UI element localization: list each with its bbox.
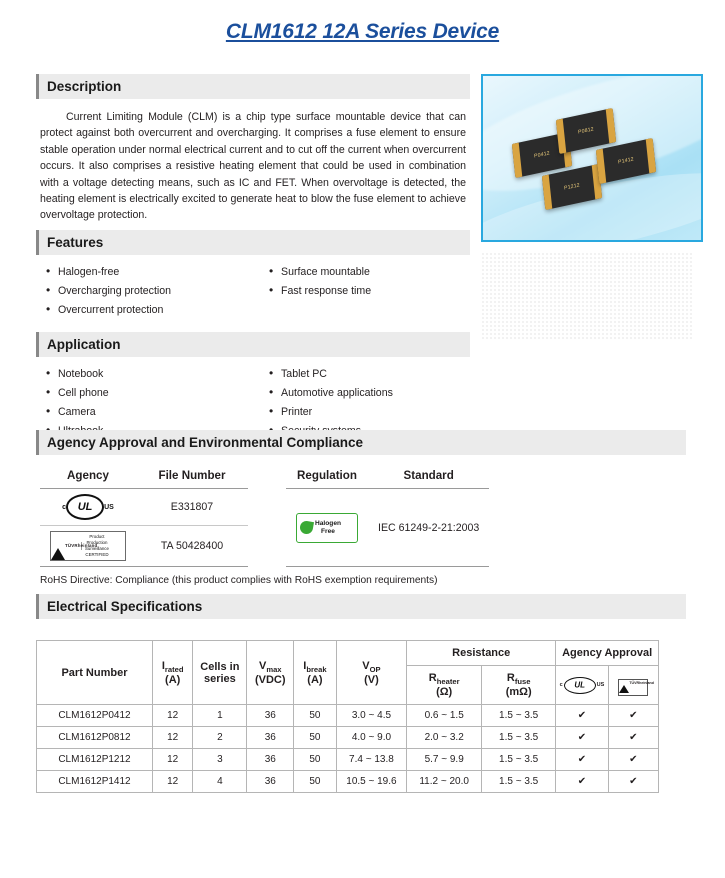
cell-part-number: CLM1612P0412 xyxy=(37,705,153,727)
column-header-rfuse xyxy=(482,666,556,705)
tuv-mark-icon xyxy=(51,542,98,550)
tuv-logo-cell xyxy=(40,526,136,567)
chip-label: P1412 xyxy=(617,156,635,166)
table-row xyxy=(37,705,659,727)
table-row xyxy=(286,489,489,567)
halogen-free-icon xyxy=(296,513,358,543)
list-item: • Surface mountable xyxy=(259,263,470,282)
cell-cells: 4 xyxy=(193,771,247,793)
cell-rfuse: 1.5 ~ 3.5 xyxy=(482,705,556,727)
halogen-free-logo-cell xyxy=(286,489,368,567)
cell-part-number: CLM1612P1412 xyxy=(37,771,153,793)
ul-logo-cell xyxy=(40,489,136,526)
column-header-regulation: Regulation xyxy=(286,465,368,489)
rfuse-symbol: R xyxy=(506,672,515,684)
tuv-line-3: Surveillance xyxy=(85,546,109,551)
chip-label: P0412 xyxy=(533,150,551,160)
ul-file-number: E331807 xyxy=(136,489,248,526)
environmental-compliance-table xyxy=(286,465,489,567)
cell-ul-approval: ✔ xyxy=(556,749,608,771)
ul-c-label: c xyxy=(62,503,67,511)
cell-rfuse: 1.5 ~ 3.5 xyxy=(482,771,556,793)
vop-symbol: V xyxy=(362,659,370,672)
table-row xyxy=(37,727,659,749)
table-row xyxy=(37,771,659,793)
page-title: CLM1612 12A Series Device xyxy=(225,20,500,43)
halogen-free-text xyxy=(315,520,341,536)
cell-rheater: 2.0 ~ 3.2 xyxy=(407,727,482,749)
ibreak-symbol: I xyxy=(303,659,307,672)
tuv-icon xyxy=(50,531,126,561)
left-column xyxy=(36,74,470,443)
chip-label: P0812 xyxy=(577,126,595,136)
ul-us-label: US xyxy=(596,682,605,689)
cell-vop: 7.4 ~ 13.8 xyxy=(336,749,407,771)
halogen-label-line2: Free xyxy=(321,527,335,535)
cell-vmax: 36 xyxy=(247,771,294,793)
column-header-irated xyxy=(152,641,192,705)
cell-ibreak: 50 xyxy=(294,771,336,793)
vmax-subscript: max xyxy=(266,664,282,674)
list-item: • Fast response time xyxy=(259,282,470,301)
tuv-icon xyxy=(618,679,654,696)
column-header-agency: Agency xyxy=(40,465,136,489)
column-header-tuv xyxy=(608,666,658,705)
rfuse-unit: (mΩ) xyxy=(505,686,532,699)
cell-part-number: CLM1612P1212 xyxy=(37,749,153,771)
list-item: • Overcurrent protection xyxy=(36,301,253,320)
right-column xyxy=(481,74,703,242)
cell-rheater: 11.2 ~ 20.0 xyxy=(407,771,482,793)
cell-cells: 1 xyxy=(193,705,247,727)
tuv-text-block xyxy=(82,533,112,559)
cell-vmax: 36 xyxy=(247,749,294,771)
cell-tuv-approval: ✔ xyxy=(608,727,658,749)
decorative-dot-pattern xyxy=(481,252,693,340)
electrical-section-header-wrap xyxy=(36,594,686,619)
product-photo xyxy=(481,74,703,242)
vmax-unit: (VDC) xyxy=(254,673,286,686)
rohs-note: RoHS Directive: Compliance (this product complies with RoHS exemption requirements) xyxy=(40,575,438,586)
list-item: • Notebook xyxy=(36,365,253,384)
ul-icon xyxy=(560,677,605,694)
cell-rfuse: 1.5 ~ 3.5 xyxy=(482,749,556,771)
cell-vop: 10.5 ~ 19.6 xyxy=(336,771,407,793)
cell-tuv-approval: ✔ xyxy=(608,771,658,793)
list-item: • Automotive applications xyxy=(259,384,470,403)
vop-subscript: OP xyxy=(369,664,381,674)
tuv-line-2: Production xyxy=(86,540,108,545)
table-row xyxy=(40,489,248,526)
rfuse-subscript: fuse xyxy=(514,677,531,687)
cell-ul-approval: ✔ xyxy=(556,771,608,793)
ul-mark-icon xyxy=(66,494,104,520)
ibreak-subscript: break xyxy=(306,664,327,674)
features-right-column xyxy=(253,263,470,320)
cell-vmax: 36 xyxy=(247,705,294,727)
cell-ul-approval: ✔ xyxy=(556,727,608,749)
cell-ibreak: 50 xyxy=(294,727,336,749)
standard-value: IEC 61249-2-21:2003 xyxy=(368,489,489,567)
list-item: • Tablet PC xyxy=(259,365,470,384)
cell-vmax: 36 xyxy=(247,727,294,749)
tuv-line-4: CERTIFIED xyxy=(85,552,109,557)
description-text: Current Limiting Module (CLM) is a chip type surface mountable device that can protect against both overcurrent and overcharging. It comprises a fuse element to ensure stable operation under normal electrical current and to cut off the current when overcurrent occurs. It also comprises a resistive heating element that could be used in combination with a voltage detecting means, such as IC and FET. When overvoltage is detected, the heating element is electrically excited to generate heat to blow the fuse element to achieve overvoltage protection. xyxy=(40,111,466,222)
irated-symbol: I xyxy=(161,659,165,672)
features-left-column xyxy=(36,263,253,320)
agency-section xyxy=(36,430,686,586)
chip-label: P1212 xyxy=(563,182,581,192)
agency-approval-table xyxy=(40,465,248,567)
ul-c-label: c xyxy=(559,682,563,689)
spec-table-body xyxy=(37,705,659,793)
column-header-standard: Standard xyxy=(368,465,489,489)
cell-ibreak: 50 xyxy=(294,749,336,771)
triangle-icon xyxy=(51,543,65,560)
column-header-agency-approval: Agency Approval xyxy=(556,641,659,666)
halogen-label-line1: Halogen xyxy=(315,519,342,527)
cell-vop: 3.0 ~ 4.5 xyxy=(336,705,407,727)
cell-tuv-approval: ✔ xyxy=(608,749,658,771)
cell-ul-approval: ✔ xyxy=(556,705,608,727)
tuv-brand-label: TÜVRheinland xyxy=(629,680,654,685)
irated-unit: (A) xyxy=(165,673,181,686)
section-header-application: Application xyxy=(36,332,470,357)
features-list xyxy=(36,255,470,322)
ibreak-unit: (A) xyxy=(307,673,323,686)
cell-rfuse: 1.5 ~ 3.5 xyxy=(482,727,556,749)
ul-icon xyxy=(57,494,119,520)
cell-rheater: 0.6 ~ 1.5 xyxy=(407,705,482,727)
cell-irated: 12 xyxy=(152,727,192,749)
column-header-cells-in-series: Cells in series xyxy=(193,641,247,705)
rheater-unit: (Ω) xyxy=(436,686,453,699)
column-header-part-number: Part Number xyxy=(37,641,153,705)
column-header-vmax xyxy=(247,641,294,705)
electrical-spec-table xyxy=(36,640,659,793)
ul-us-label: US xyxy=(104,503,114,511)
cell-irated: 12 xyxy=(152,771,192,793)
vmax-symbol: V xyxy=(258,659,267,672)
cell-rheater: 5.7 ~ 9.9 xyxy=(407,749,482,771)
ul-mark-icon xyxy=(564,677,596,694)
agency-tables xyxy=(36,455,686,567)
cell-cells: 2 xyxy=(193,727,247,749)
cell-part-number: CLM1612P0812 xyxy=(37,727,153,749)
irated-subscript: rated xyxy=(164,664,184,674)
electrical-spec-table-wrap xyxy=(36,640,659,793)
column-header-rheater xyxy=(407,666,482,705)
cell-cells: 3 xyxy=(193,749,247,771)
vop-unit: (V) xyxy=(364,673,379,686)
section-header-description: Description xyxy=(36,74,470,99)
list-item: • Cell phone xyxy=(36,384,253,403)
cell-irated: 12 xyxy=(152,749,192,771)
column-header-resistance: Resistance xyxy=(407,641,556,666)
tuv-file-number: TA 50428400 xyxy=(136,526,248,567)
tuv-brand-label: TÜVRheinland xyxy=(65,543,98,548)
triangle-icon xyxy=(619,681,629,693)
cell-ibreak: 50 xyxy=(294,705,336,727)
list-item: • Halogen-free xyxy=(36,263,253,282)
leaf-icon xyxy=(299,520,314,535)
cell-tuv-approval: ✔ xyxy=(608,705,658,727)
list-item: • Camera xyxy=(36,403,253,422)
cell-vop: 4.0 ~ 9.0 xyxy=(336,727,407,749)
column-header-ul xyxy=(556,666,608,705)
column-header-ibreak xyxy=(294,641,336,705)
section-header-electrical: Electrical Specifications xyxy=(36,594,686,619)
list-item: • Overcharging protection xyxy=(36,282,253,301)
cell-irated: 12 xyxy=(152,705,192,727)
section-header-agency: Agency Approval and Environmental Compliance xyxy=(36,430,686,455)
list-item: • Printer xyxy=(259,403,470,422)
table-row xyxy=(37,749,659,771)
column-header-vop xyxy=(336,641,407,705)
column-header-file-number: File Number xyxy=(136,465,248,489)
tuv-line-1: Product xyxy=(89,534,105,539)
table-row xyxy=(40,526,248,567)
section-header-features: Features xyxy=(36,230,470,255)
rheater-symbol: R xyxy=(428,672,437,684)
rheater-subscript: heater xyxy=(436,677,460,687)
